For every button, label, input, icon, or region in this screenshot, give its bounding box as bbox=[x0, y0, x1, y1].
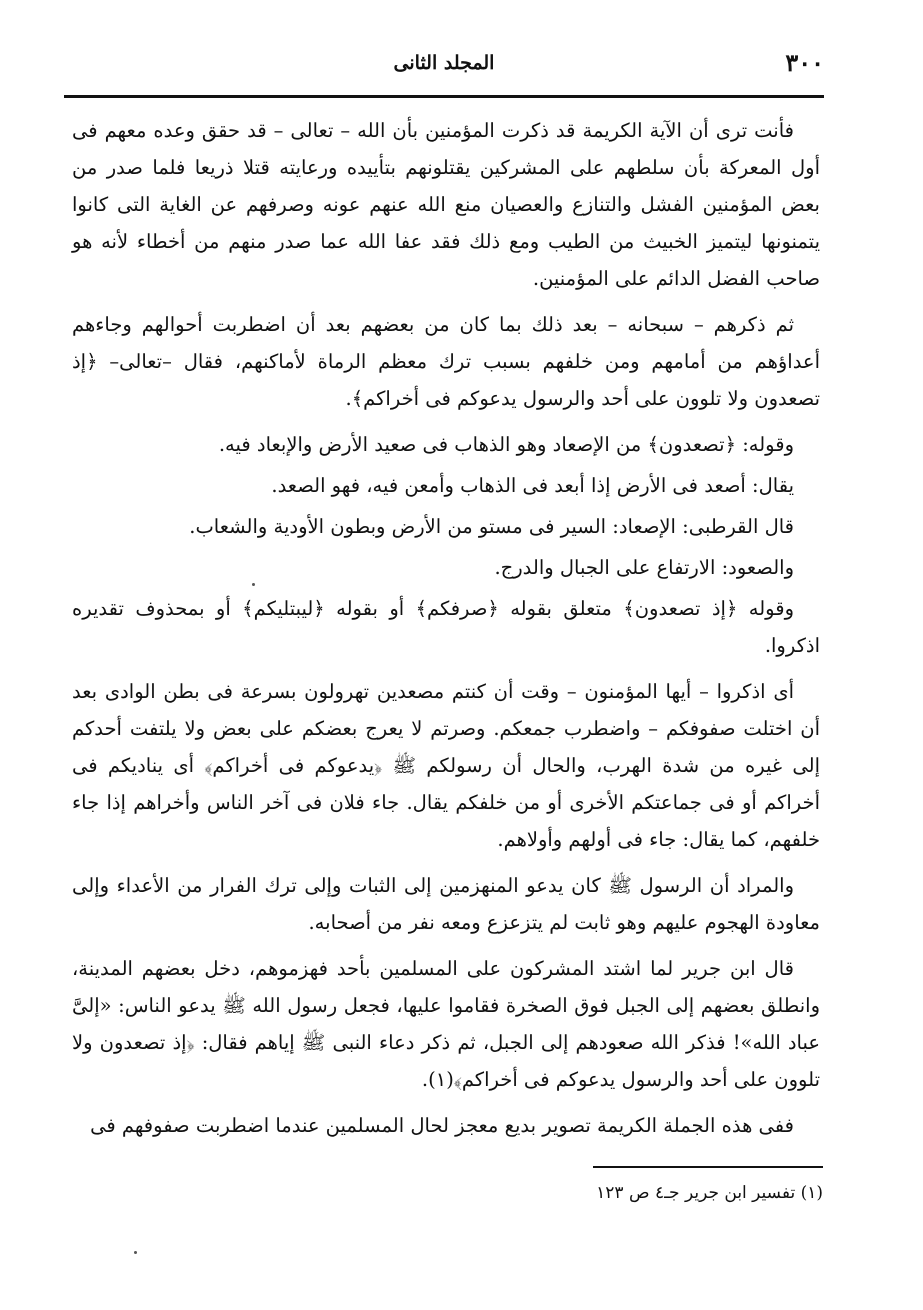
scan-speck bbox=[252, 583, 255, 586]
paragraph: والصعود: الارتفاع على الجبال والدرج. bbox=[494, 556, 794, 579]
page-header bbox=[64, 48, 824, 84]
paragraph: قال ابن جرير لما اشتد المشركون على المسلمين بأحد فهزموهم، دخل بعضهم المدينة، وانطلق بعضهم إلى الجبل فوق الصخرة فقاموا عليها، فجعل رسول الله ﷺ يدعو الناس: «إلىَّ عباد الله»! فذكر الله صعودهم إلى الجبل، ثم ذكر دعاء النبى ﷺ إياهم فقال: ﴿إذ تصعدون ولا تلوون على أحد والرسول يدعوكم فى أخراكم﴾(١). bbox=[72, 957, 820, 1091]
footnote: (١) تفسير ابن جرير جـ٤ ص ١٢٣ bbox=[596, 1183, 823, 1203]
paragraph: قال القرطبى: الإصعاد: السير فى مستو من الأرض وبطون الأودية والشعاب. bbox=[189, 515, 794, 538]
paragraph: يقال: أصعد فى الأرض إذا أبعد فى الذهاب وأمعن فيه، فهو الصعد. bbox=[271, 474, 794, 497]
paragraph: والمراد أن الرسول ﷺ كان يدعو المنهزمين إلى الثبات وإلى ترك الفرار من الأعداء وإلى معاودة الهجوم عليهم وهو ثابت لم يتزعزع ومعه نفر من أصحابه. bbox=[72, 874, 820, 934]
page-number: ٣٠٠ bbox=[785, 48, 824, 77]
running-title: المجلد الثانى bbox=[393, 52, 495, 74]
paragraph: وقوله ﴿إذ تصعدون﴾ متعلق بقوله ﴿صرفكم﴾ أو بقوله ﴿ليبتليكم﴾ أو بمحذوف تقديره اذكروا. bbox=[72, 597, 820, 657]
paragraph: أى اذكروا – أيها المؤمنون – وقت أن كنتم مصعدين تهرولون بسرعة فى بطن الوادى بعد أن اختلت صفوفكم – واضطرب جمعكم. وصرتم لا يعرج بعضكم على بعض ولا يلتفت أحدكم إلى غيره من شدة الهرب، والحال أن رسولكم ﷺ ﴿يدعوكم فى أخراكم﴾ أى يناديكم فى أخراكم أو فى جماعتكم الأخرى أو من خلفكم يقال. جاء فلان فى آخر الناس وأخراهم إذا جاء خلفهم، كما يقال: جاء فى أولهم وأولاهم. bbox=[72, 680, 820, 851]
paragraph: ثم ذكرهم – سبحانه – بعد ذلك بما كان من بعضهم بعد أن اضطربت أحوالهم وجاءهم أعداؤهم من أمامهم ومن خلفهم بسبب ترك معظم الرماة لأماكنهم، فقال –تعالى– ﴿إذ تصعدون ولا تلوون على أحد والرسول يدعوكم فى أخراكم﴾. bbox=[72, 313, 820, 410]
body-text bbox=[72, 112, 820, 1153]
footnote-rule bbox=[593, 1166, 823, 1168]
paragraph: فأنت ترى أن الآية الكريمة قد ذكرت المؤمنين بأن الله – تعالى – قد حقق وعده معهم فى أول المعركة بأن سلطهم على المشركين يقتلونهم بتأييده ورعايته قتلا ذريعا فلما صدر من بعض المؤمنين الفشل والتنازع والعصيان منع الله عنهم عونه وصرفهم عن الغاية التى كانوا يتمنونها ليتميز الخبيث من الطيب ومع ذلك فقد عفا الله عما صدر منهم من أخطاء لأنه هو صاحب الفضل الدائم على المؤمنين. bbox=[72, 119, 820, 290]
paragraph: وقوله: ﴿تصعدون﴾ من الإصعاد وهو الذهاب فى صعيد الأرض والإبعاد فيه. bbox=[218, 433, 794, 456]
header-rule bbox=[64, 95, 824, 98]
scan-speck bbox=[134, 1251, 137, 1254]
paragraph: ففى هذه الجملة الكريمة تصوير بديع معجز لحال المسلمين عندما اضطربت صفوفهم فى bbox=[90, 1114, 794, 1137]
